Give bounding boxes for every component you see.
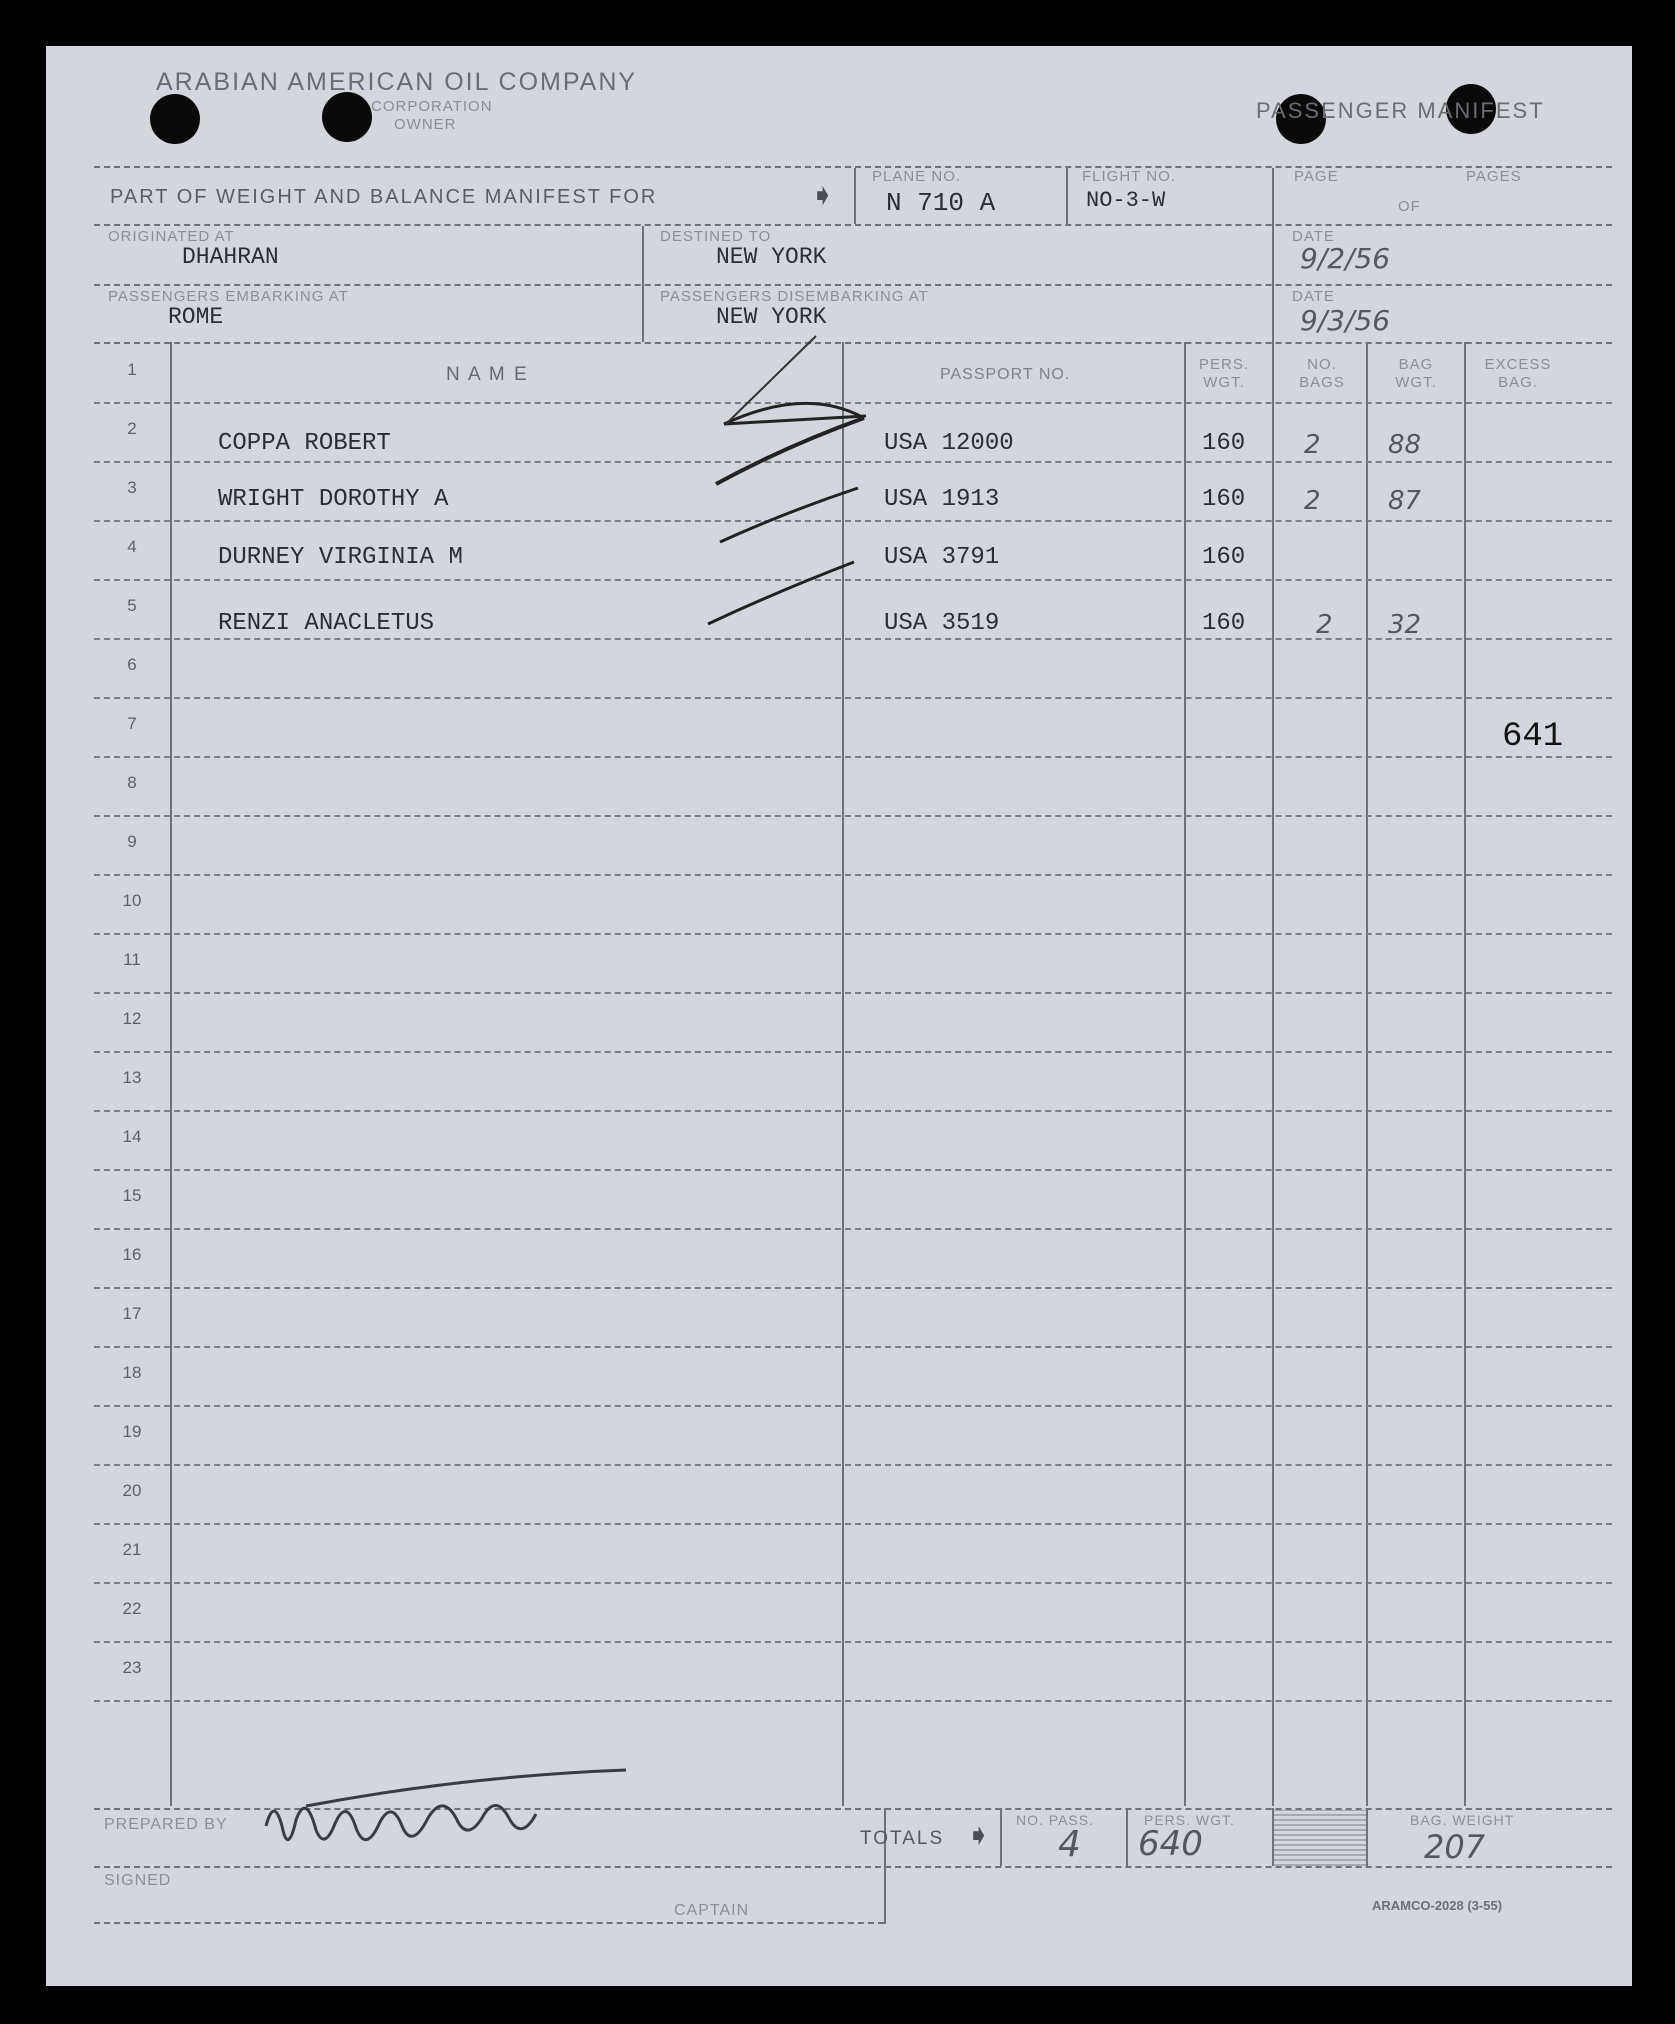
row-separator xyxy=(94,933,1612,935)
row-number: 9 xyxy=(127,832,137,851)
row-separator xyxy=(94,1405,1612,1407)
bag-weight-total: 207 xyxy=(1424,1828,1486,1866)
row-separator xyxy=(94,1523,1612,1525)
company-name: ARABIAN AMERICAN OIL COMPANY xyxy=(156,68,638,96)
of-label: OF xyxy=(1398,198,1421,215)
passenger-name: COPPA ROBERT xyxy=(218,430,391,457)
row-number: 7 xyxy=(127,714,137,733)
passport-number: USA 1913 xyxy=(884,486,1000,513)
row-number: 6 xyxy=(127,655,137,674)
check-mark xyxy=(708,562,854,624)
disembark-value: NEW YORK xyxy=(716,304,827,330)
date-label: DATE xyxy=(1292,288,1335,305)
pers-weight: 160 xyxy=(1202,430,1246,457)
check-mark xyxy=(724,416,866,424)
bag-weight: 32 xyxy=(1388,610,1422,640)
plane-no-label: PLANE NO. xyxy=(872,168,962,185)
no-pass-label: NO. PASS. xyxy=(1016,1812,1094,1828)
signature xyxy=(246,1766,666,1866)
date-value: 9/3/56 xyxy=(1300,304,1391,337)
row-separator xyxy=(94,992,1612,994)
row-separator xyxy=(94,1700,1612,1702)
row-number: 3 xyxy=(127,478,137,497)
pers-weight: 160 xyxy=(1202,544,1246,571)
no-bags-header: NO. BAGS xyxy=(1299,356,1345,391)
passport-number: USA 12000 xyxy=(884,430,1014,457)
side-number: 641 xyxy=(1502,718,1564,756)
row-separator xyxy=(94,1169,1612,1171)
row-number: 23 xyxy=(122,1658,142,1677)
prepared-by-label: PREPARED BY xyxy=(104,1816,228,1833)
row-number: 10 xyxy=(122,891,142,910)
check-marks xyxy=(46,46,1632,746)
row-number: 1 xyxy=(127,360,137,379)
row-number: 14 xyxy=(122,1127,142,1146)
row-number: 4 xyxy=(127,537,137,556)
no-pass-value: 4 xyxy=(1058,1824,1081,1865)
pers-wgt-total-label: PERS. WGT. xyxy=(1144,1812,1235,1828)
row-number: 19 xyxy=(122,1422,142,1441)
form-title: PASSENGER MANIFEST xyxy=(1256,98,1545,123)
row-separator xyxy=(94,1287,1612,1289)
row-number: 18 xyxy=(122,1363,142,1382)
name-column-header: N A M E xyxy=(446,364,529,385)
row-number: 12 xyxy=(122,1009,142,1028)
row-separator xyxy=(94,1582,1612,1584)
passport-number: USA 3791 xyxy=(884,544,1000,571)
form-code: ARAMCO-2028 (3-55) xyxy=(1372,1898,1503,1913)
flight-no-value: NO-3-W xyxy=(1086,188,1166,213)
row-number: 13 xyxy=(122,1068,142,1087)
bag-count: 2 xyxy=(1304,430,1321,460)
passport-number: USA 3519 xyxy=(884,610,1000,637)
check-mark xyxy=(716,418,864,484)
row-number: 22 xyxy=(122,1599,142,1618)
originated-label: ORIGINATED AT xyxy=(108,228,235,245)
pages-label: PAGES xyxy=(1466,168,1522,185)
bag-weight: 87 xyxy=(1388,486,1422,516)
row-separator xyxy=(94,1641,1612,1643)
row-number: 21 xyxy=(122,1540,142,1559)
bag-count: 2 xyxy=(1316,610,1333,640)
originated-value: DHAHRAN xyxy=(182,244,279,270)
row-number: 16 xyxy=(122,1245,142,1264)
row-number: 20 xyxy=(122,1481,142,1500)
date-label: DATE xyxy=(1292,228,1335,245)
destined-value: NEW YORK xyxy=(716,244,827,270)
embark-value: ROME xyxy=(168,304,224,330)
destined-label: DESTINED TO xyxy=(660,228,772,245)
disembark-label: PASSENGERS DISEMBARKING AT xyxy=(660,288,929,305)
passenger-name: WRIGHT DOROTHY A xyxy=(218,486,449,513)
row-separator xyxy=(94,1464,1612,1466)
shaded-cell xyxy=(1274,1810,1366,1866)
excess-bag-header: EXCESS BAG. xyxy=(1484,356,1552,391)
passenger-name: RENZI ANACLETUS xyxy=(218,610,435,637)
row-number: 17 xyxy=(122,1304,142,1323)
page-label: PAGE xyxy=(1294,168,1339,185)
owner-label: OWNER xyxy=(394,116,457,133)
date-value: 9/2/56 xyxy=(1300,242,1391,275)
row-separator xyxy=(94,874,1612,876)
embark-label: PASSENGERS EMBARKING AT xyxy=(108,288,349,305)
row-separator xyxy=(94,1228,1612,1230)
captain-label: CAPTAIN xyxy=(674,1902,750,1919)
row-separator xyxy=(94,815,1612,817)
passport-column-header: PASSPORT NO. xyxy=(940,366,1071,383)
pers-wgt-total: 640 xyxy=(1138,1824,1203,1864)
bag-wgt-header: BAG WGT. xyxy=(1395,356,1437,391)
plane-no-value: N 710 A xyxy=(886,188,996,218)
corporation-label: CORPORATION xyxy=(371,98,493,115)
totals-label: TOTALS xyxy=(860,1828,945,1849)
row-separator xyxy=(94,1110,1612,1112)
manifest-sheet xyxy=(46,46,1632,1986)
row-separator xyxy=(94,1346,1612,1348)
passenger-name: DURNEY VIRGINIA M xyxy=(218,544,463,571)
bag-weight-total-label: BAG. WEIGHT xyxy=(1410,1812,1515,1828)
row-number: 11 xyxy=(123,950,141,969)
part-of-manifest-label: PART OF WEIGHT AND BALANCE MANIFEST FOR xyxy=(110,186,658,208)
check-mark xyxy=(720,488,858,542)
row-separator xyxy=(94,1051,1612,1053)
arrow-icon: ➧ xyxy=(966,1819,992,1852)
row-number: 8 xyxy=(127,773,137,792)
bag-count: 2 xyxy=(1304,486,1321,516)
row-separator xyxy=(94,756,1612,758)
signed-label: SIGNED xyxy=(104,1872,172,1889)
pers-weight: 160 xyxy=(1202,486,1246,513)
arrow-icon: ➧ xyxy=(810,179,836,212)
row-number: 5 xyxy=(127,596,137,615)
row-number: 15 xyxy=(122,1186,142,1205)
pers-weight: 160 xyxy=(1202,610,1246,637)
bag-weight: 88 xyxy=(1388,430,1422,460)
pers-wgt-header: PERS. WGT. xyxy=(1198,356,1249,391)
flight-no-label: FLIGHT NO. xyxy=(1082,168,1176,185)
row-number: 2 xyxy=(127,419,137,438)
